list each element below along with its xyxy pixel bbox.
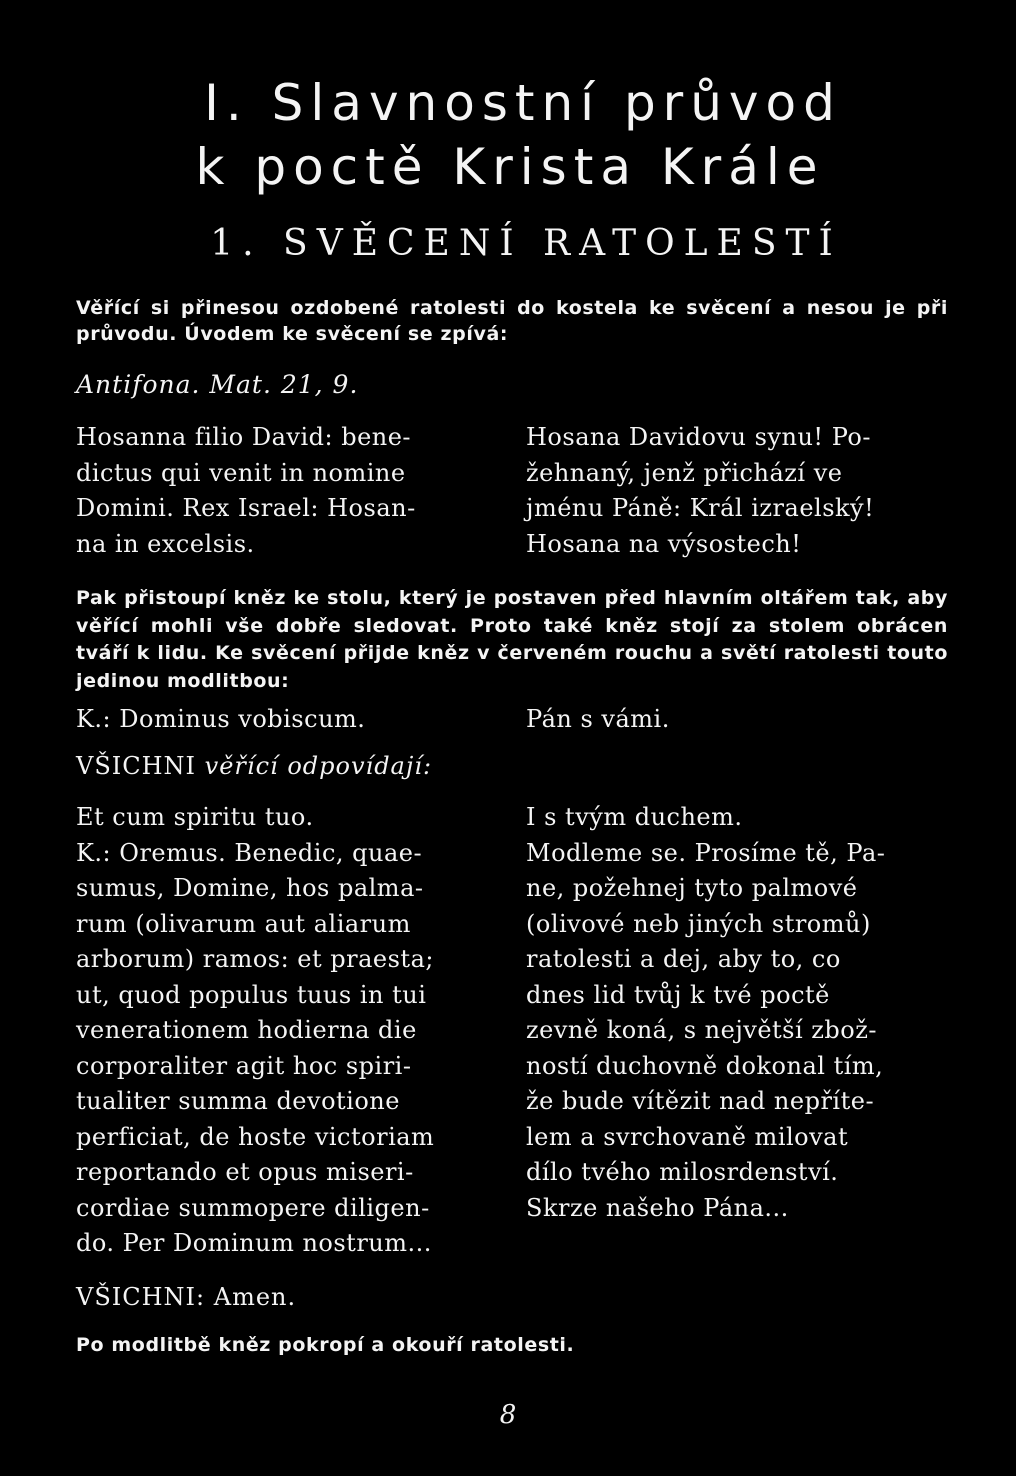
antiphon-czech: Hosana Davidovu synu! Po- žehnaný, jenž přichází ve jménu Páně: Král izraelský! Hosana na výsostech! bbox=[526, 423, 875, 558]
chapter-title-line-2: k poctě Krista Krále bbox=[195, 138, 825, 196]
antiphon-latin: Hosanna filio David: bene- dictus qui venit in nomine Domini. Rex Israel: Hosan- na in excelsis. bbox=[76, 423, 416, 558]
prayer-czech: I s tvým duchem. Modleme se. Prosíme tě, Pa- ne, požehnej tyto palmové (olivové neb jiných stromů) ratolesti a dej, aby to, co dnes lid tvůj k tvé poctě zevně koná, s největší zbož- ností duchovně dokonal tím, že bude vítězit nad nepříte- lem a svrchovaně milovat dílo tvého milosrdenství. Skrze našeho Pána... bbox=[526, 803, 886, 1222]
all-label: VŠICHNI bbox=[76, 752, 197, 780]
page-number: 8 bbox=[499, 1400, 517, 1430]
section-title: 1. SVĚCENÍ RATOLESTÍ bbox=[210, 223, 842, 264]
priest-greeting-czech: Pán s vámi. bbox=[526, 705, 670, 733]
second-rubric: Pak přistoupí kněz ke stolu, který je postaven před hlavním oltářem tak, aby věřící mohli vše dobře sledovat. Proto také kněz stojí za stolem obrácen tváří k lidu. Ke svěcení přijde kněz v červeném rouchu a světí ratolesti touto jedinou modlitbou: bbox=[76, 587, 948, 692]
priest-greeting-latin: K.: Dominus vobiscum. bbox=[76, 705, 366, 733]
closing-rubric: Po modlitbě kněz pokropí a okouří ratolesti. bbox=[76, 1334, 575, 1356]
prayer-latin: Et cum spiritu tuo. K.: Oremus. Benedic, quae- sumus, Domine, hos palma- rum (olivarum aut aliarum arborum) ramos: et praesta; ut, quod populus tuus in tui venerationem hodierna die corporaliter agit hoc spiri- tualiter summa devotione perficiat, de hoste victoriam reportando et opus miseri- cordiae summopere diligen- do. Per Dominum nostrum... bbox=[76, 803, 435, 1257]
antiphon-label: Antifona. Mat. 21, 9. bbox=[76, 370, 359, 399]
chapter-title-line-1: I. Slavnostní průvod bbox=[204, 74, 842, 132]
amen-response: VŠICHNI: Amen. bbox=[76, 1283, 297, 1311]
intro-rubric: Věřící si přinesou ozdobené ratolesti do kostela ke svěcení a nesou je při průvodu. Úvodem ke svěcení se zpívá: bbox=[76, 297, 948, 345]
response-note: věřící odpovídají: bbox=[204, 752, 433, 780]
response-instruction bbox=[76, 752, 432, 781]
